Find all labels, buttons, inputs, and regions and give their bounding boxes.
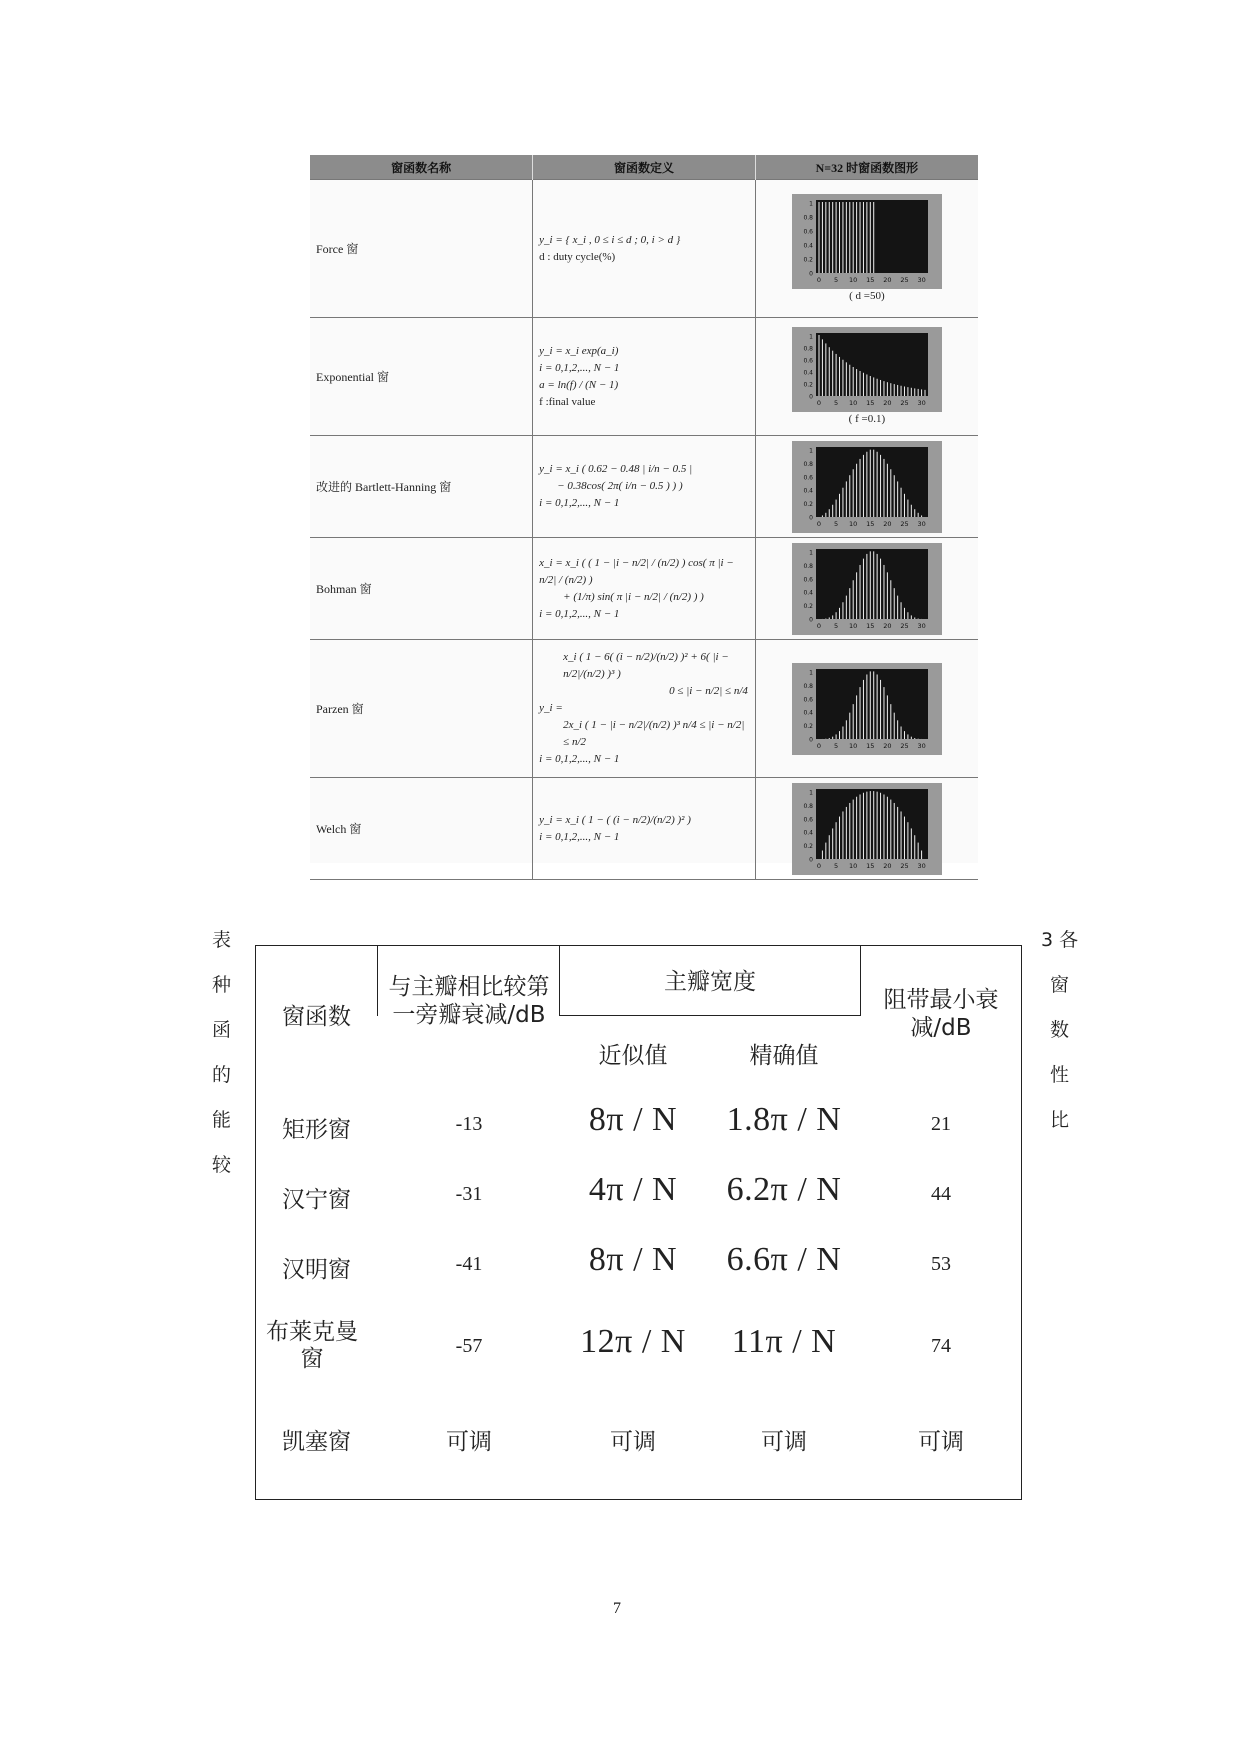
plot-caption: ( d =50) xyxy=(849,290,885,302)
header-approx-value: 近似值 xyxy=(598,1043,668,1069)
x-tick-label: 10 xyxy=(848,741,858,750)
x-tick-label: 15 xyxy=(866,621,875,630)
window-plot xyxy=(792,441,942,533)
window-plot-cell xyxy=(755,640,978,778)
y-tick-label: 0 xyxy=(809,393,813,401)
window-plot xyxy=(792,783,942,875)
sidelobe-value: -41 xyxy=(455,1253,483,1275)
x-tick-label: 5 xyxy=(833,519,839,528)
x-tick-label: 25 xyxy=(900,741,909,750)
x-tick-label: 0 xyxy=(816,861,821,870)
window-plot-cell xyxy=(755,318,978,436)
window-formula: y_i = x_i exp(a_i) i = 0,1,2,..., N − 1 a = ln(f) / (N − 1) f :final value xyxy=(533,318,756,436)
y-tick-label: 0.6 xyxy=(803,357,813,365)
x-tick-label: 20 xyxy=(883,621,892,630)
y-tick-label: 0 xyxy=(809,856,813,863)
approx-width: 可调 xyxy=(610,1429,656,1455)
y-tick-label: 0.6 xyxy=(803,815,813,823)
window-name: 汉宁窗 xyxy=(282,1187,351,1213)
x-tick-label: 15 xyxy=(866,399,875,407)
window-name: Parzen 窗 xyxy=(310,640,533,778)
window-plot xyxy=(792,543,942,635)
window-formula: y_i = x_i ( 0.62 − 0.48 | i/n − 0.5 | − 0.38cos( 2π( i/n − 0.5 ) ) ) i = 0,1,2,..., N − 1 xyxy=(533,436,756,538)
exact-width: 可调 xyxy=(761,1429,807,1455)
x-tick-label: 10 xyxy=(848,276,858,284)
exact-width: 1.8π / N xyxy=(726,1101,842,1138)
stopband-value: 74 xyxy=(931,1335,951,1357)
y-tick-label: 0.8 xyxy=(803,562,813,570)
x-tick-label: 25 xyxy=(900,276,909,284)
y-tick-label: 0 xyxy=(809,616,813,623)
x-tick-label: 10 xyxy=(848,519,858,528)
y-tick-label: 0.2 xyxy=(803,722,813,730)
x-tick-label: 15 xyxy=(866,861,875,870)
window-plot-cell xyxy=(755,538,978,640)
table-row xyxy=(310,538,978,640)
x-tick-label: 5 xyxy=(833,399,839,407)
exact-width: 6.6π / N xyxy=(726,1241,842,1278)
exact-width: 6.2π / N xyxy=(726,1171,842,1208)
x-tick-label: 0 xyxy=(816,276,821,284)
x-tick-label: 20 xyxy=(883,741,892,750)
y-tick-label: 0.8 xyxy=(803,460,813,468)
header-stopband-attenuation: 阻带最小衰减/dB xyxy=(883,987,999,1041)
y-tick-label: 0.8 xyxy=(803,802,813,810)
window-plot xyxy=(792,663,942,755)
window-formula: y_i = { x_i , 0 ≤ i ≤ d ; 0, i > d } d : duty cycle(%) xyxy=(533,180,756,318)
page-number: 7 xyxy=(613,1600,621,1617)
y-tick-label: 0.2 xyxy=(803,381,813,389)
x-tick-label: 30 xyxy=(917,519,926,528)
sidelobe-value: -13 xyxy=(455,1113,483,1135)
window-name: 矩形窗 xyxy=(282,1117,351,1143)
window-name: Exponential 窗 xyxy=(310,318,533,436)
x-tick-label: 20 xyxy=(883,276,892,284)
x-tick-label: 25 xyxy=(900,621,909,630)
window-plot xyxy=(792,194,942,289)
x-tick-label: 10 xyxy=(848,621,858,630)
x-tick-label: 5 xyxy=(833,276,839,284)
x-tick-label: 20 xyxy=(883,399,892,407)
x-tick-label: 30 xyxy=(917,741,926,750)
window-name: Force 窗 xyxy=(310,180,533,318)
y-tick-label: 0 xyxy=(809,736,813,743)
y-tick-label: 0.6 xyxy=(803,473,813,481)
window-name: 汉明窗 xyxy=(282,1257,351,1283)
y-tick-label: 0.2 xyxy=(803,500,813,508)
x-tick-label: 0 xyxy=(816,519,821,528)
x-tick-label: 15 xyxy=(866,519,875,528)
y-tick-label: 0.6 xyxy=(803,575,813,583)
window-name: 布莱克曼窗 xyxy=(266,1319,358,1372)
x-tick-label: 5 xyxy=(833,741,839,750)
y-tick-label: 0.2 xyxy=(803,842,813,850)
plot-caption: ( f =0.1) xyxy=(848,413,886,425)
window-name: 凯塞窗 xyxy=(282,1429,351,1455)
window-formula: x_i ( 1 − 6( (i − n/2)/(n/2) )² + 6( |i − n/2|/(n/2) )³ ) 0 ≤ |i − n/2| ≤ n/4 y_i = 2x_i ( 1 − |i − n/2|/(n/2) )³ n/4 ≤ |i − n/2| ≤ n/2 i = 0,1,2,..., N − 1 xyxy=(533,640,756,778)
x-tick-label: 30 xyxy=(917,861,926,870)
exact-width: 11π / N xyxy=(731,1323,837,1360)
y-tick-label: 0.4 xyxy=(803,369,813,377)
approx-width: 8π / N xyxy=(588,1101,678,1138)
x-tick-label: 25 xyxy=(900,399,909,407)
x-tick-label: 20 xyxy=(883,519,892,528)
window-formula: x_i = x_i ( ( 1 − |i − n/2| / (n/2) ) cos( π |i − n/2| / (n/2) ) + (1/π) sin( π |i − n/2| / (n/2) ) ) i = 0,1,2,..., N − 1 xyxy=(533,538,756,640)
y-tick-label: 0.4 xyxy=(803,829,813,837)
table-row xyxy=(310,778,978,880)
stopband-value: 53 xyxy=(931,1253,951,1275)
y-tick-label: 0 xyxy=(809,514,813,521)
y-tick-label: 0.8 xyxy=(803,345,813,353)
x-tick-label: 5 xyxy=(833,621,839,630)
y-tick-label: 1 xyxy=(809,333,813,341)
header-window-plot: N=32 时窗函数图形 xyxy=(755,155,978,180)
window-plot-cell xyxy=(755,778,978,880)
header-mainlobe-width: 主瓣宽度 xyxy=(664,969,756,995)
window-name: Welch 窗 xyxy=(310,778,533,880)
header-exact-value: 精确值 xyxy=(749,1043,819,1069)
header-window-name: 窗函数名称 xyxy=(310,155,533,180)
header-window-function: 窗函数 xyxy=(282,1004,351,1030)
table-row xyxy=(310,640,978,778)
plot-area xyxy=(816,669,928,739)
stopband-value: 44 xyxy=(931,1183,951,1205)
x-tick-label: 30 xyxy=(917,276,926,284)
table-row xyxy=(310,180,978,318)
y-tick-label: 0.8 xyxy=(803,682,813,690)
y-tick-label: 0.4 xyxy=(803,242,813,250)
x-tick-label: 25 xyxy=(900,519,909,528)
y-tick-label: 0.6 xyxy=(803,228,813,236)
y-tick-label: 0.8 xyxy=(803,214,813,222)
window-name: 改进的 Bartlett-Hanning 窗 xyxy=(310,436,533,538)
x-tick-label: 10 xyxy=(848,861,858,870)
y-tick-label: 1 xyxy=(809,200,813,208)
header-window-definition: 窗函数定义 xyxy=(533,155,756,180)
stopband-value: 可调 xyxy=(918,1429,964,1455)
x-tick-label: 0 xyxy=(816,399,821,407)
x-tick-label: 20 xyxy=(883,861,892,870)
x-tick-label: 30 xyxy=(917,621,926,630)
y-tick-label: 0 xyxy=(809,270,813,278)
x-tick-label: 15 xyxy=(866,741,875,750)
sidelobe-value: -31 xyxy=(455,1183,483,1205)
window-plot-cell xyxy=(755,180,978,318)
x-tick-label: 0 xyxy=(816,741,821,750)
window-formula: y_i = x_i ( 1 − ( (i − n/2)/(n/2) )² ) i = 0,1,2,..., N − 1 xyxy=(533,778,756,880)
sidelobe-value: 可调 xyxy=(446,1429,492,1455)
window-definition-table xyxy=(310,155,978,870)
y-tick-label: 0.6 xyxy=(803,695,813,703)
table-row xyxy=(310,318,978,436)
window-name: Bohman 窗 xyxy=(310,538,533,640)
y-tick-label: 0.4 xyxy=(803,589,813,597)
y-tick-label: 0.4 xyxy=(803,487,813,495)
side-caption-left: 表 种 函 的 能 较 xyxy=(212,929,232,1176)
x-tick-label: 15 xyxy=(866,276,875,284)
side-caption-right: 3 各 窗 数 性 比 xyxy=(1041,929,1079,1131)
approx-width: 4π / N xyxy=(588,1171,678,1208)
y-tick-label: 1 xyxy=(809,669,813,676)
x-tick-label: 25 xyxy=(900,861,909,870)
x-tick-label: 30 xyxy=(917,399,926,407)
y-tick-label: 0.2 xyxy=(803,602,813,610)
header-first-sidelobe: 与主瓣相比较第一旁瓣衰减/dB xyxy=(388,974,550,1028)
x-tick-label: 10 xyxy=(848,399,858,407)
y-tick-label: 1 xyxy=(809,447,813,454)
window-comparison-table xyxy=(255,945,1022,1500)
x-tick-label: 5 xyxy=(833,861,839,870)
window-plot-cell xyxy=(755,436,978,538)
plot-area xyxy=(816,549,928,619)
stopband-value: 21 xyxy=(931,1113,951,1135)
table-row xyxy=(310,436,978,538)
window-plot xyxy=(792,327,942,412)
x-tick-label: 0 xyxy=(816,621,821,630)
approx-width: 8π / N xyxy=(588,1241,678,1278)
approx-width: 12π / N xyxy=(580,1323,686,1360)
y-tick-label: 1 xyxy=(809,549,813,556)
header-divider xyxy=(377,946,378,1016)
sidelobe-value: -57 xyxy=(455,1335,483,1357)
y-tick-label: 0.4 xyxy=(803,709,813,717)
y-tick-label: 1 xyxy=(809,789,813,796)
y-tick-label: 0.2 xyxy=(803,256,813,264)
